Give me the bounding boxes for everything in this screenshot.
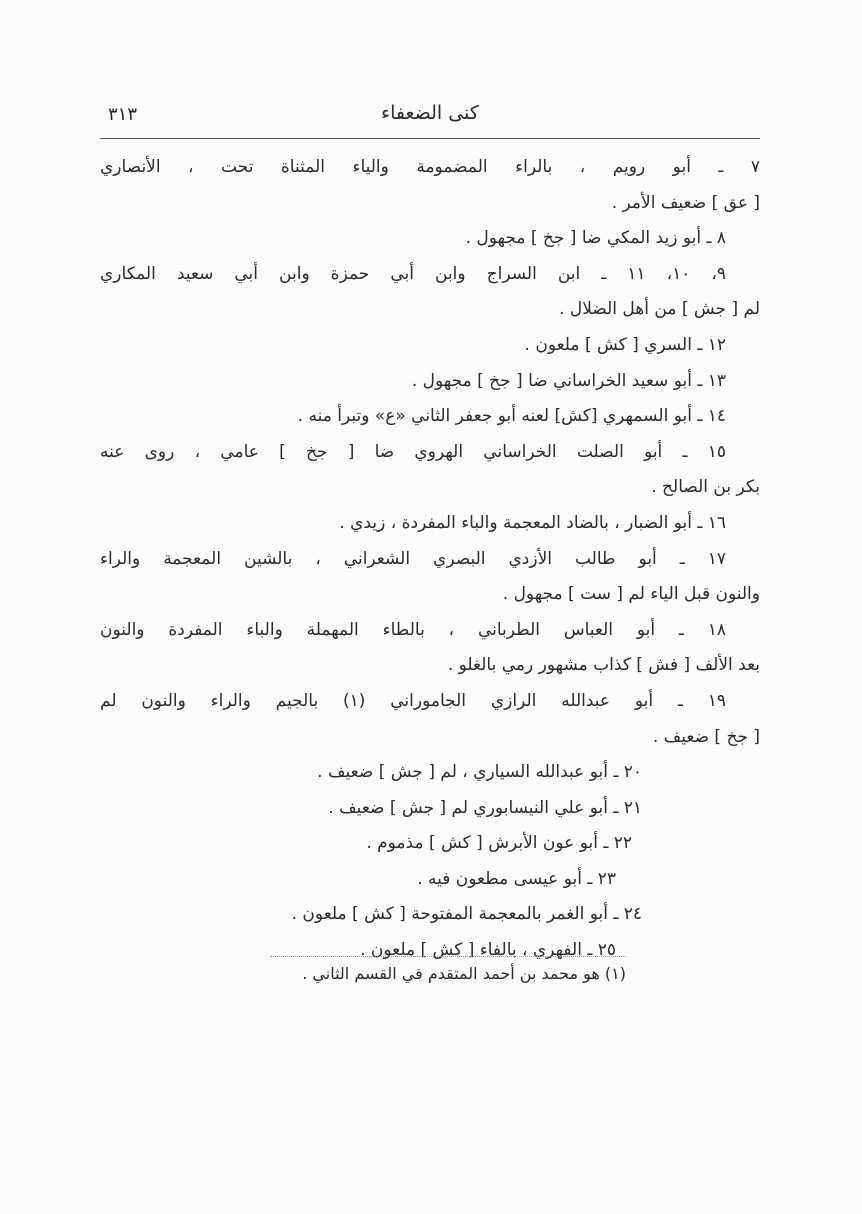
entry-line: [ جخ ] ضعيف . (652, 726, 760, 747)
entry-line: بعد الألف [ فش ] كذاب مشهور رمي بالغلو . (447, 655, 760, 676)
entry-line: ١٥ ـ أبو الصلت الخراساني الهروي ضا [ جخ ] عامي ، روى عنه (100, 441, 726, 462)
entry-line: ٨ ـ أبو زيد المكي ضا [ جخ ] مجهول . (465, 228, 726, 249)
entry-line: ١٨ ـ أبو العباس الطرباني ، بالطاء المهملة والباء المفردة والنون (100, 619, 726, 640)
entry-line: ١٦ ـ أبو الضبار ، بالضاد المعجمة والباء المفردة ، زيدي . (339, 512, 726, 533)
entry-line: ٢٠ ـ أبو عبدالله السياري ، لم [ جش ] ضعيف . (317, 762, 642, 783)
entry-line: ١٣ ـ أبو سعيد الخراساني ضا [ جخ ] مجهول . (411, 370, 726, 391)
entry-line: ٧ ـ أبو رويم ، بالراء المضمومة والياء المثناة تحت ، الأنصاري (100, 157, 760, 177)
page-header (100, 98, 760, 138)
entry-line: ٢١ ـ أبو علي النيسابوري لم [ جش ] ضعيف . (328, 797, 642, 818)
entry-line: لم [ جش ] من أهل الضلال . (559, 299, 760, 320)
entry-line: بكر بن الصالح . (651, 477, 760, 498)
entry-line: ١٩ ـ أبو عبدالله الرازي الجاموراني (١) بالجيم والراء والنون لم (100, 690, 726, 711)
entry-line: ٢٤ ـ أبو الغمر بالمعجمة المفتوحة [ كش ] ملعون . (291, 904, 642, 925)
entry-line: والنون قبل الياء لم [ ست ] مجهول . (502, 584, 760, 605)
entry-line: [ عق ] ضعيف الأمر . (611, 192, 760, 213)
entry-line: ١٤ ـ أبو السمهري [كش] لعنه أبو جعفر الثاني «ع» وتبرأ منه . (297, 406, 726, 427)
entry-line: ٩، ١٠، ١١ ـ ابن السراج وابن أبي حمزة وابن أبي سعيد المكاري (100, 263, 727, 284)
footnote-rule (270, 956, 626, 957)
entry-line: ٢٥ ـ الفهري ، بالفاء [ كش ] ملعون . (360, 940, 616, 961)
entry-line: ٢٣ ـ أبو عيسى مطعون فيه . (417, 868, 616, 889)
page-number: ٣١٣ (108, 104, 138, 125)
running-title: كنى الضعفاء (381, 102, 479, 124)
entry-line: ٢٢ ـ أبو عون الأبرش [ كش ] مذموم . (366, 833, 632, 854)
header-rule (100, 138, 760, 139)
entries-list (100, 150, 760, 969)
footnote: (١) هو محمد بن أحمد المتقدم في القسم الثاني . (302, 964, 626, 983)
entry-line: ١٧ ـ أبو طالب الأزدي البصري الشعراني ، بالشين المعجمة والراء (100, 548, 726, 569)
entry-line: ١٢ ـ السري [ كش ] ملعون . (524, 334, 726, 355)
